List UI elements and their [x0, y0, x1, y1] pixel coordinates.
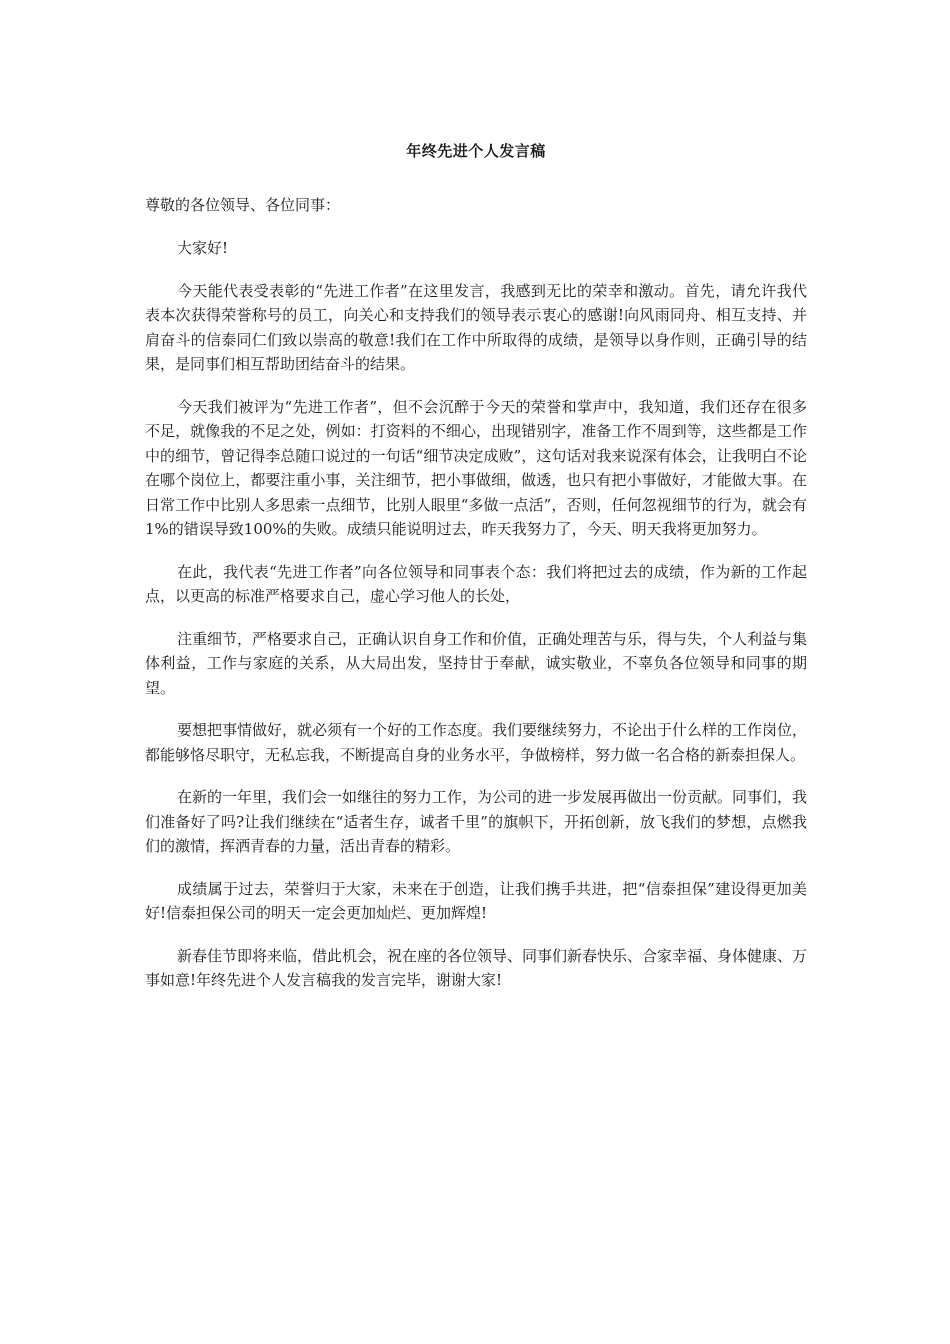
- paragraph: 在此，我代表“先进工作者”向各位领导和同事表个态：我们将把过去的成绩，作为新的工作起点，以更高的标准严格要求自己，虚心学习他人的长处，: [145, 562, 807, 605]
- document-title: 年终先进个人发言稿: [406, 142, 546, 160]
- paragraph: 要想把事情做好，就必须有一个好的工作态度。我们要继续努力，不论出于什么样的工作岗位，都能够恪尽职守，无私忘我，不断提高自身的业务水平，争做榜样，努力做一名合格的新泰担保人。: [145, 721, 808, 764]
- salutation: 尊敬的各位领导、各位同事：: [145, 196, 341, 214]
- paragraph: 成绩属于过去，荣誉归于大家，未来在于创造，让我们携手共进，把“信泰担保”建设得更加美好!信泰担保公司的明天一定会更加灿烂、更加辉煌!: [145, 879, 807, 922]
- paragraph: 在新的一年里，我们会一如继往的努力工作，为公司的进一步发展再做出一份贡献。同事们，我们准备好了吗?让我们继续在“适者生存，诚者千里”的旗帜下，开拓创新，放飞我们的梦想，点燃我们的激情，挥洒青春的力量，活出青春的精彩。: [145, 788, 808, 855]
- paragraph: 今天我们被评为“先进工作者”，但不会沉醉于今天的荣誉和掌声中，我知道，我们还存在很多不足，就像我的不足之处，例如：打资料的不细心，出现错别字，准备工作不周到等，这些都是工作中的细节，曾记得李总随口说过的一句话“细节决定成败”，这句话对我来说深有体会，让我明白不论在哪个岗位上，都要注重小事，关注细节，把小事做细，做透，也只有把小事做好，才能做大事。在日常工作中比别人多思索一点细节，比别人眼里“多做一点活”，否则，任何忽视细节的行为，就会有1%的错误导致100%的失败。成绩只能说明过去，昨天我努力了，今天、明天我将更加努力。: [145, 397, 807, 538]
- document-body: [145, 138, 807, 1011]
- paragraph: 今天能代表受表彰的“先进工作者”在这里发言，我感到无比的荣幸和激动。首先，请允许我代表本次获得荣誉称号的员工，向关心和支持我们的领导表示衷心的感谢!向风雨同舟、相互支持、并肩奋斗的信泰同仁们致以崇高的敬意!我们在工作中所取得的成绩，是领导以身作则，正确引导的结果，是同事们相互帮助团结奋斗的结果。: [145, 281, 807, 373]
- paragraph-greeting: 大家好!: [177, 239, 229, 257]
- paragraph: 注重细节，严格要求自己，正确认识自身工作和价值，正确处理苦与乐，得与失，个人利益与集体利益，工作与家庭的关系，从大局出发，坚持甘于奉献，诚实敬业，不辜负各位领导和同事的期望。: [145, 629, 808, 697]
- paragraph-closing: 新春佳节即将来临，借此机会，祝在座的各位领导、同事们新春快乐、合家幸福、身体健康、万事如意!年终先进个人发言稿我的发言完毕，谢谢大家!: [145, 946, 808, 989]
